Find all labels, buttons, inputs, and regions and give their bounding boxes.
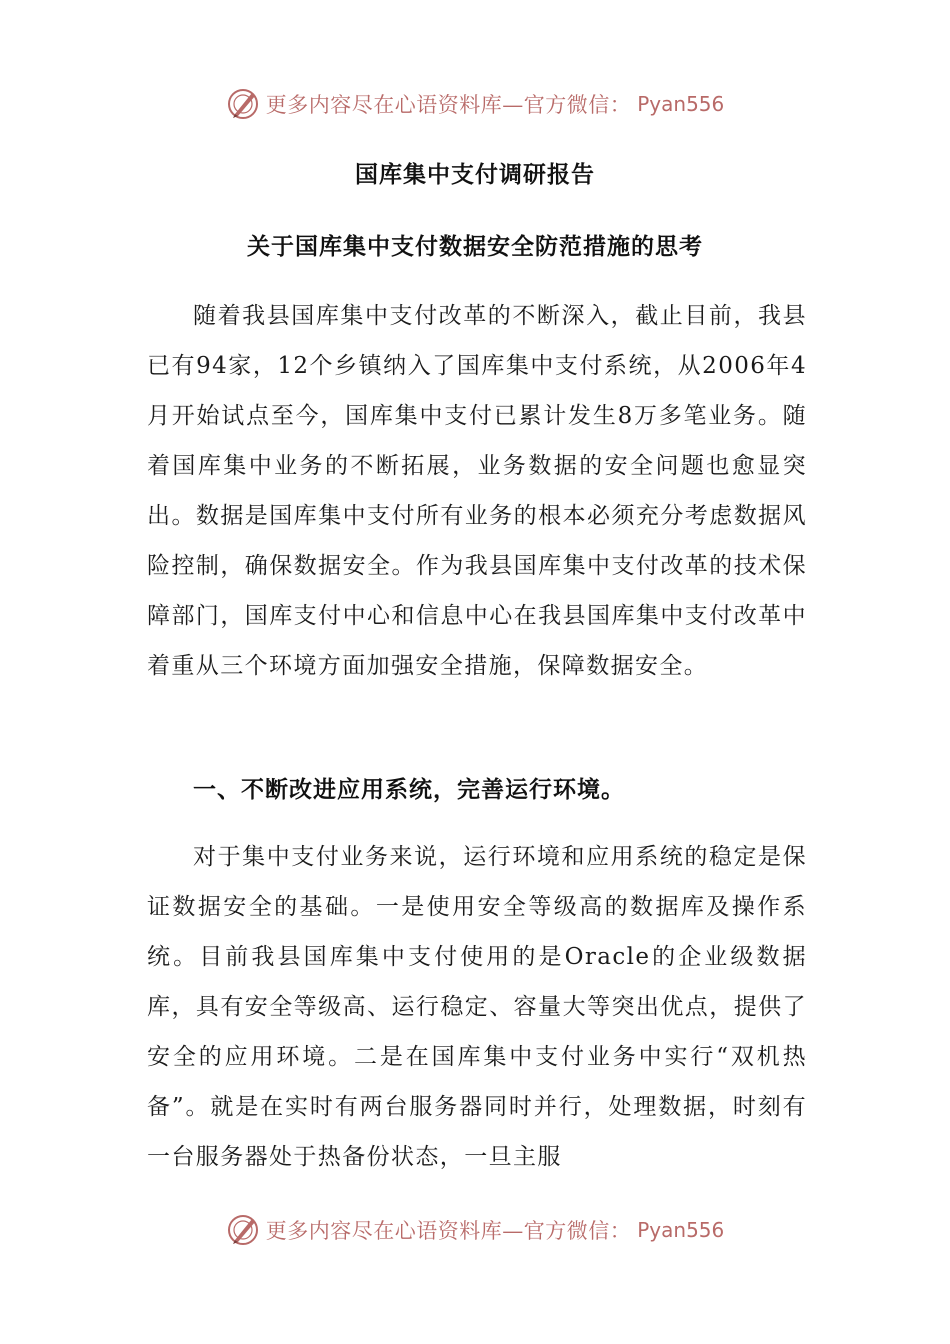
footer-banner-text: 更多内容尽在心语资料库—官方微信：	[265, 1219, 632, 1243]
section-1-heading: 一、不断改进应用系统，完善运行环境。	[193, 777, 625, 803]
document-title: 国库集中支付调研报告	[355, 162, 595, 188]
header-banner-text: 更多内容尽在心语资料库—官方微信：	[265, 93, 632, 117]
document-subtitle: 关于国库集中支付数据安全防范措施的思考	[247, 234, 703, 260]
section-1-paragraph: 对于集中支付业务来说，运行环境和应用系统的稳定是保证数据安全的基础。一是使用安全等级高的数据库及操作系统。目前我县国库集中支付使用的是Oracle的企业级数据库，具有安全等级高、运行稳定、容量大等突出优点，提供了安全的应用环境。二是在国库集中支付业务中实行“双机热备”。就是在实时有两台服务器同时并行，处理数据，时刻有一台服务器处于热备份状态，一旦主服	[147, 844, 807, 1170]
pen-logo-icon	[226, 87, 260, 121]
header-wechat-id: Pyan556	[637, 92, 725, 116]
footer-wechat-id: Pyan556	[637, 1218, 725, 1242]
intro-paragraph: 随着我县国库集中支付改革的不断深入，截止目前，我县已有94家，12个乡镇纳入了国库集中支付系统，从2006年4月开始试点至今，国库集中支付已累计发生8万多笔业务。随着国库集中业务的不断拓展，业务数据的安全问题也愈显突出。数据是国库集中支付所有业务的根本必须充分考虑数据风险控制，确保数据安全。作为我县国库集中支付改革的技术保障部门，国库支付中心和信息中心在我县国库集中支付改革中着重从三个环境方面加强安全措施，保障数据安全。	[147, 303, 807, 679]
pen-logo-icon	[226, 1213, 260, 1247]
footer-banner	[0, 1210, 950, 1250]
header-banner	[0, 84, 950, 124]
header-banner-content	[226, 87, 725, 121]
footer-banner-content	[226, 1213, 725, 1247]
